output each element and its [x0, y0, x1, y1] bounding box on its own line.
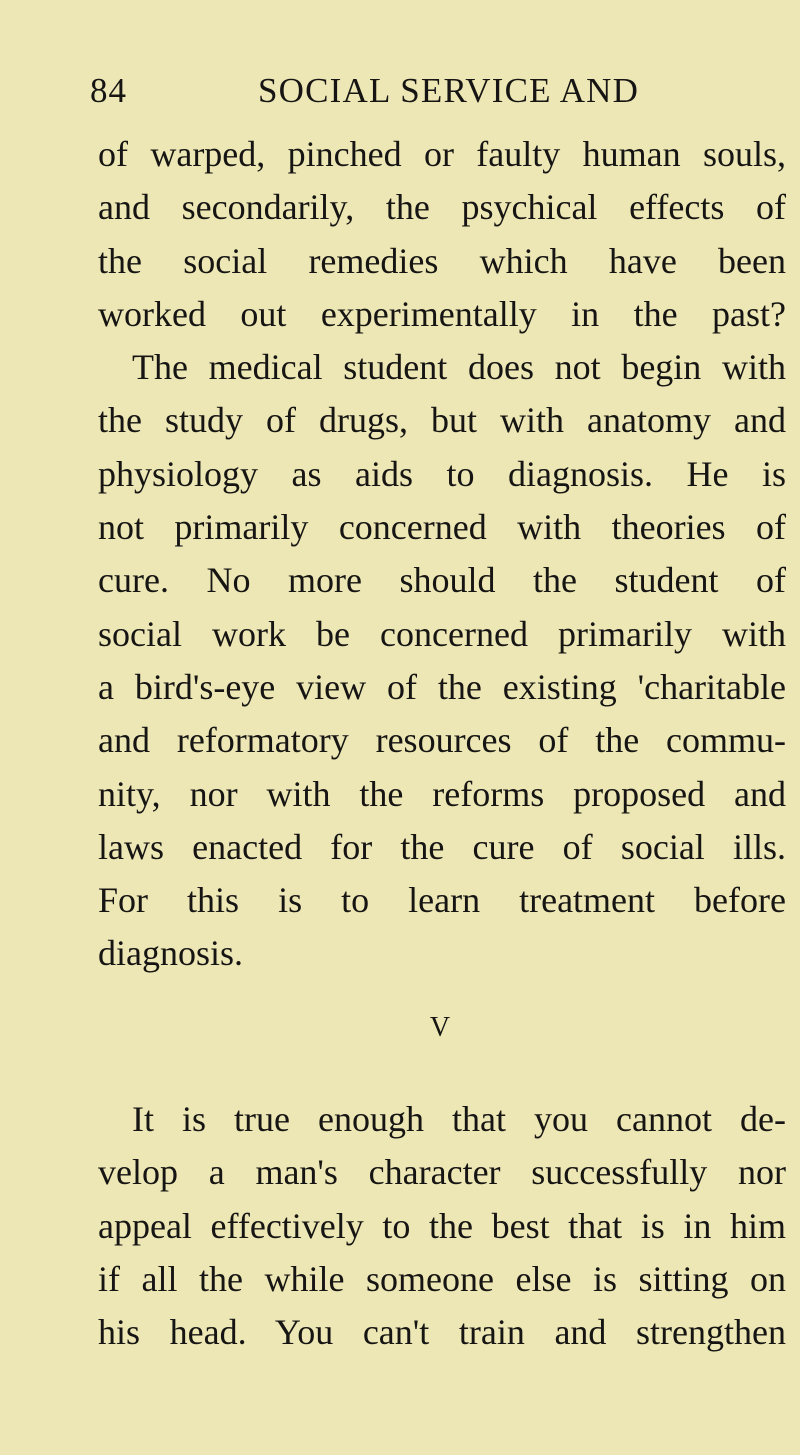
page-header	[90, 66, 760, 116]
text-line: social work be concerned primarily with	[98, 613, 786, 654]
text-line: if all the while someone else is sitting on	[98, 1258, 786, 1299]
text-line: his head. You can't train and strengthen	[98, 1312, 786, 1353]
text-line: appeal effectively to the best that is in him	[98, 1205, 786, 1246]
text-line: and secondarily, the psychical effects of	[98, 187, 786, 228]
text-line: velop a man's character successfully nor	[98, 1152, 786, 1193]
running-head: SOCIAL SERVICE AND	[258, 71, 640, 110]
text-line: the social remedies which have been	[98, 240, 786, 281]
text-line: worked out experimentally in the past?	[98, 293, 786, 334]
text-line: diagnosis.	[98, 933, 244, 974]
text-line: The medical student does not begin with	[132, 347, 786, 388]
text-line: cure. No more should the student of	[98, 560, 786, 601]
paragraph-2	[98, 1093, 786, 1359]
text-line: not primarily concerned with theories of	[98, 507, 786, 548]
page-number: 84	[90, 71, 127, 110]
text-line: the study of drugs, but with anatomy and	[98, 400, 786, 441]
text-line: laws enacted for the cure of social ills.	[98, 826, 786, 867]
text-line: For this is to learn treatment before	[98, 880, 786, 921]
text-line: nity, nor with the reforms proposed and	[98, 773, 786, 814]
paragraph-1	[98, 128, 786, 981]
text-line: and reformatory resources of the commu-	[98, 720, 786, 761]
text-line: of warped, pinched or faulty human souls,	[98, 134, 786, 174]
text-line: physiology as aids to diagnosis. He is	[98, 453, 786, 494]
text-line: a bird's-eye view of the existing 'charitable	[98, 666, 786, 707]
text-line: It is true enough that you cannot de-	[132, 1099, 786, 1139]
section-numeral: V	[429, 1012, 451, 1043]
